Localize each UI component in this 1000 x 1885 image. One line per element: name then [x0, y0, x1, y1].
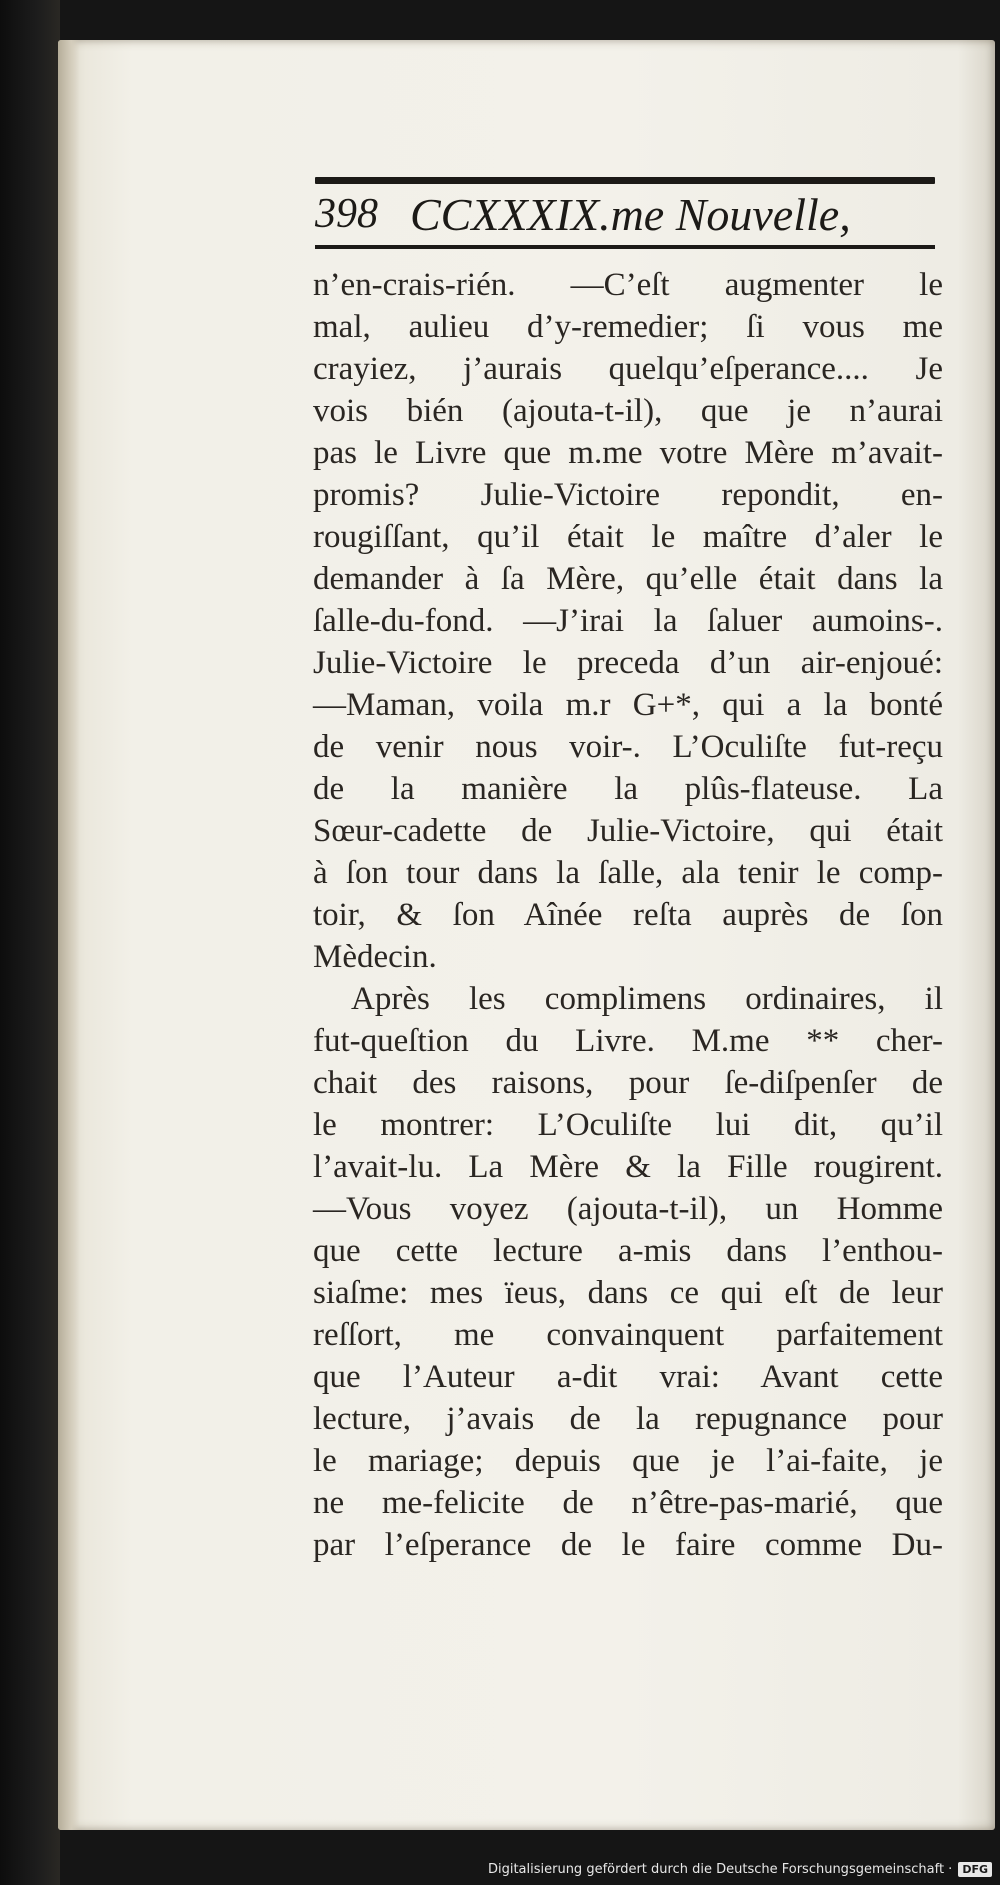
dfg-logo: DFG	[958, 1862, 992, 1877]
text-line: vois bién (ajouta-t-il), que je n’aurai	[313, 393, 943, 429]
text-line: reſſort, me convainquent parfaitement	[313, 1317, 943, 1353]
text-line: toir, & ſon Aînée reſta auprès de ſon	[313, 897, 943, 933]
digitization-credit	[488, 1862, 992, 1877]
text-line: crayiez, j’aurais quelqu’eſperance.... Je	[313, 351, 943, 387]
page-number: 398	[315, 191, 378, 237]
text-line: que cette lecture a-mis dans l’enthou-	[313, 1233, 943, 1269]
text-line: le montrer: L’Oculiſte lui dit, qu’il	[313, 1107, 943, 1143]
text-line: Sœur-cadette de Julie-Victoire, qui était	[313, 813, 943, 849]
text-line: par l’eſperance de le faire comme Du-	[313, 1527, 943, 1563]
text-line: —Vous voyez (ajouta-t-il), un Homme	[313, 1191, 943, 1227]
credit-text: Digitalisierung gefördert durch die Deutsche Forschungsgemeinschaft ·	[487, 1862, 953, 1877]
text-line: Mèdecin.	[313, 939, 437, 975]
text-line: ſalle-du-fond. —J’irai la ſaluer aumoins-.	[313, 603, 943, 639]
page-header	[315, 190, 935, 240]
text-line: le mariage; depuis que je l’ai-faite, je	[313, 1443, 943, 1479]
page-edge-shadow	[58, 40, 80, 1830]
text-line: de venir nous voir-. L’Oculiſte fut-reçu	[313, 729, 943, 765]
text-line: fut-queſtion du Livre. M.me ** cher-	[313, 1023, 943, 1059]
header-rule-bottom	[315, 245, 935, 249]
book-binding	[0, 0, 60, 1885]
text-line: demander à ſa Mère, qu’elle était dans la	[313, 561, 943, 597]
text-line: chait des raisons, pour ſe-diſpenſer de	[313, 1065, 943, 1101]
text-line: siaſme: mes ïeus, dans ce qui eſt de leur	[313, 1275, 943, 1311]
text-line: Après les complimens ordinaires, il	[351, 981, 943, 1017]
text-line: —Maman, voila m.r G+*, qui a la bonté	[313, 687, 943, 723]
running-title: CCXXXIX.me Nouvelle,	[410, 189, 851, 240]
text-line: de la manière la plûs-flateuse. La	[313, 771, 943, 807]
text-line: Julie-Victoire le preceda d’un air-enjoué:	[313, 645, 943, 681]
text-line: rougiſſant, qu’il était le maître d’aler le	[313, 519, 943, 555]
text-line: n’en-crais-rién. —C’eſt augmenter le	[313, 267, 943, 303]
text-line: lecture, j’avais de la repugnance pour	[313, 1401, 943, 1437]
body-text	[313, 264, 943, 1566]
text-line: à ſon tour dans la ſalle, ala tenir le comp-	[313, 855, 943, 891]
text-line: promis? Julie-Victoire repondit, en-	[313, 477, 943, 513]
text-line: l’avait-lu. La Mère & la Fille rougirent.	[313, 1149, 943, 1185]
text-line: que l’Auteur a-dit vrai: Avant cette	[313, 1359, 943, 1395]
text-line: mal, aulieu d’y-remedier; ſi vous me	[313, 309, 943, 345]
header-rule-top	[315, 177, 935, 184]
text-line: ne me-felicite de n’être-pas-marié, que	[313, 1485, 943, 1521]
text-line: pas le Livre que m.me votre Mère m’avait-	[313, 435, 943, 471]
